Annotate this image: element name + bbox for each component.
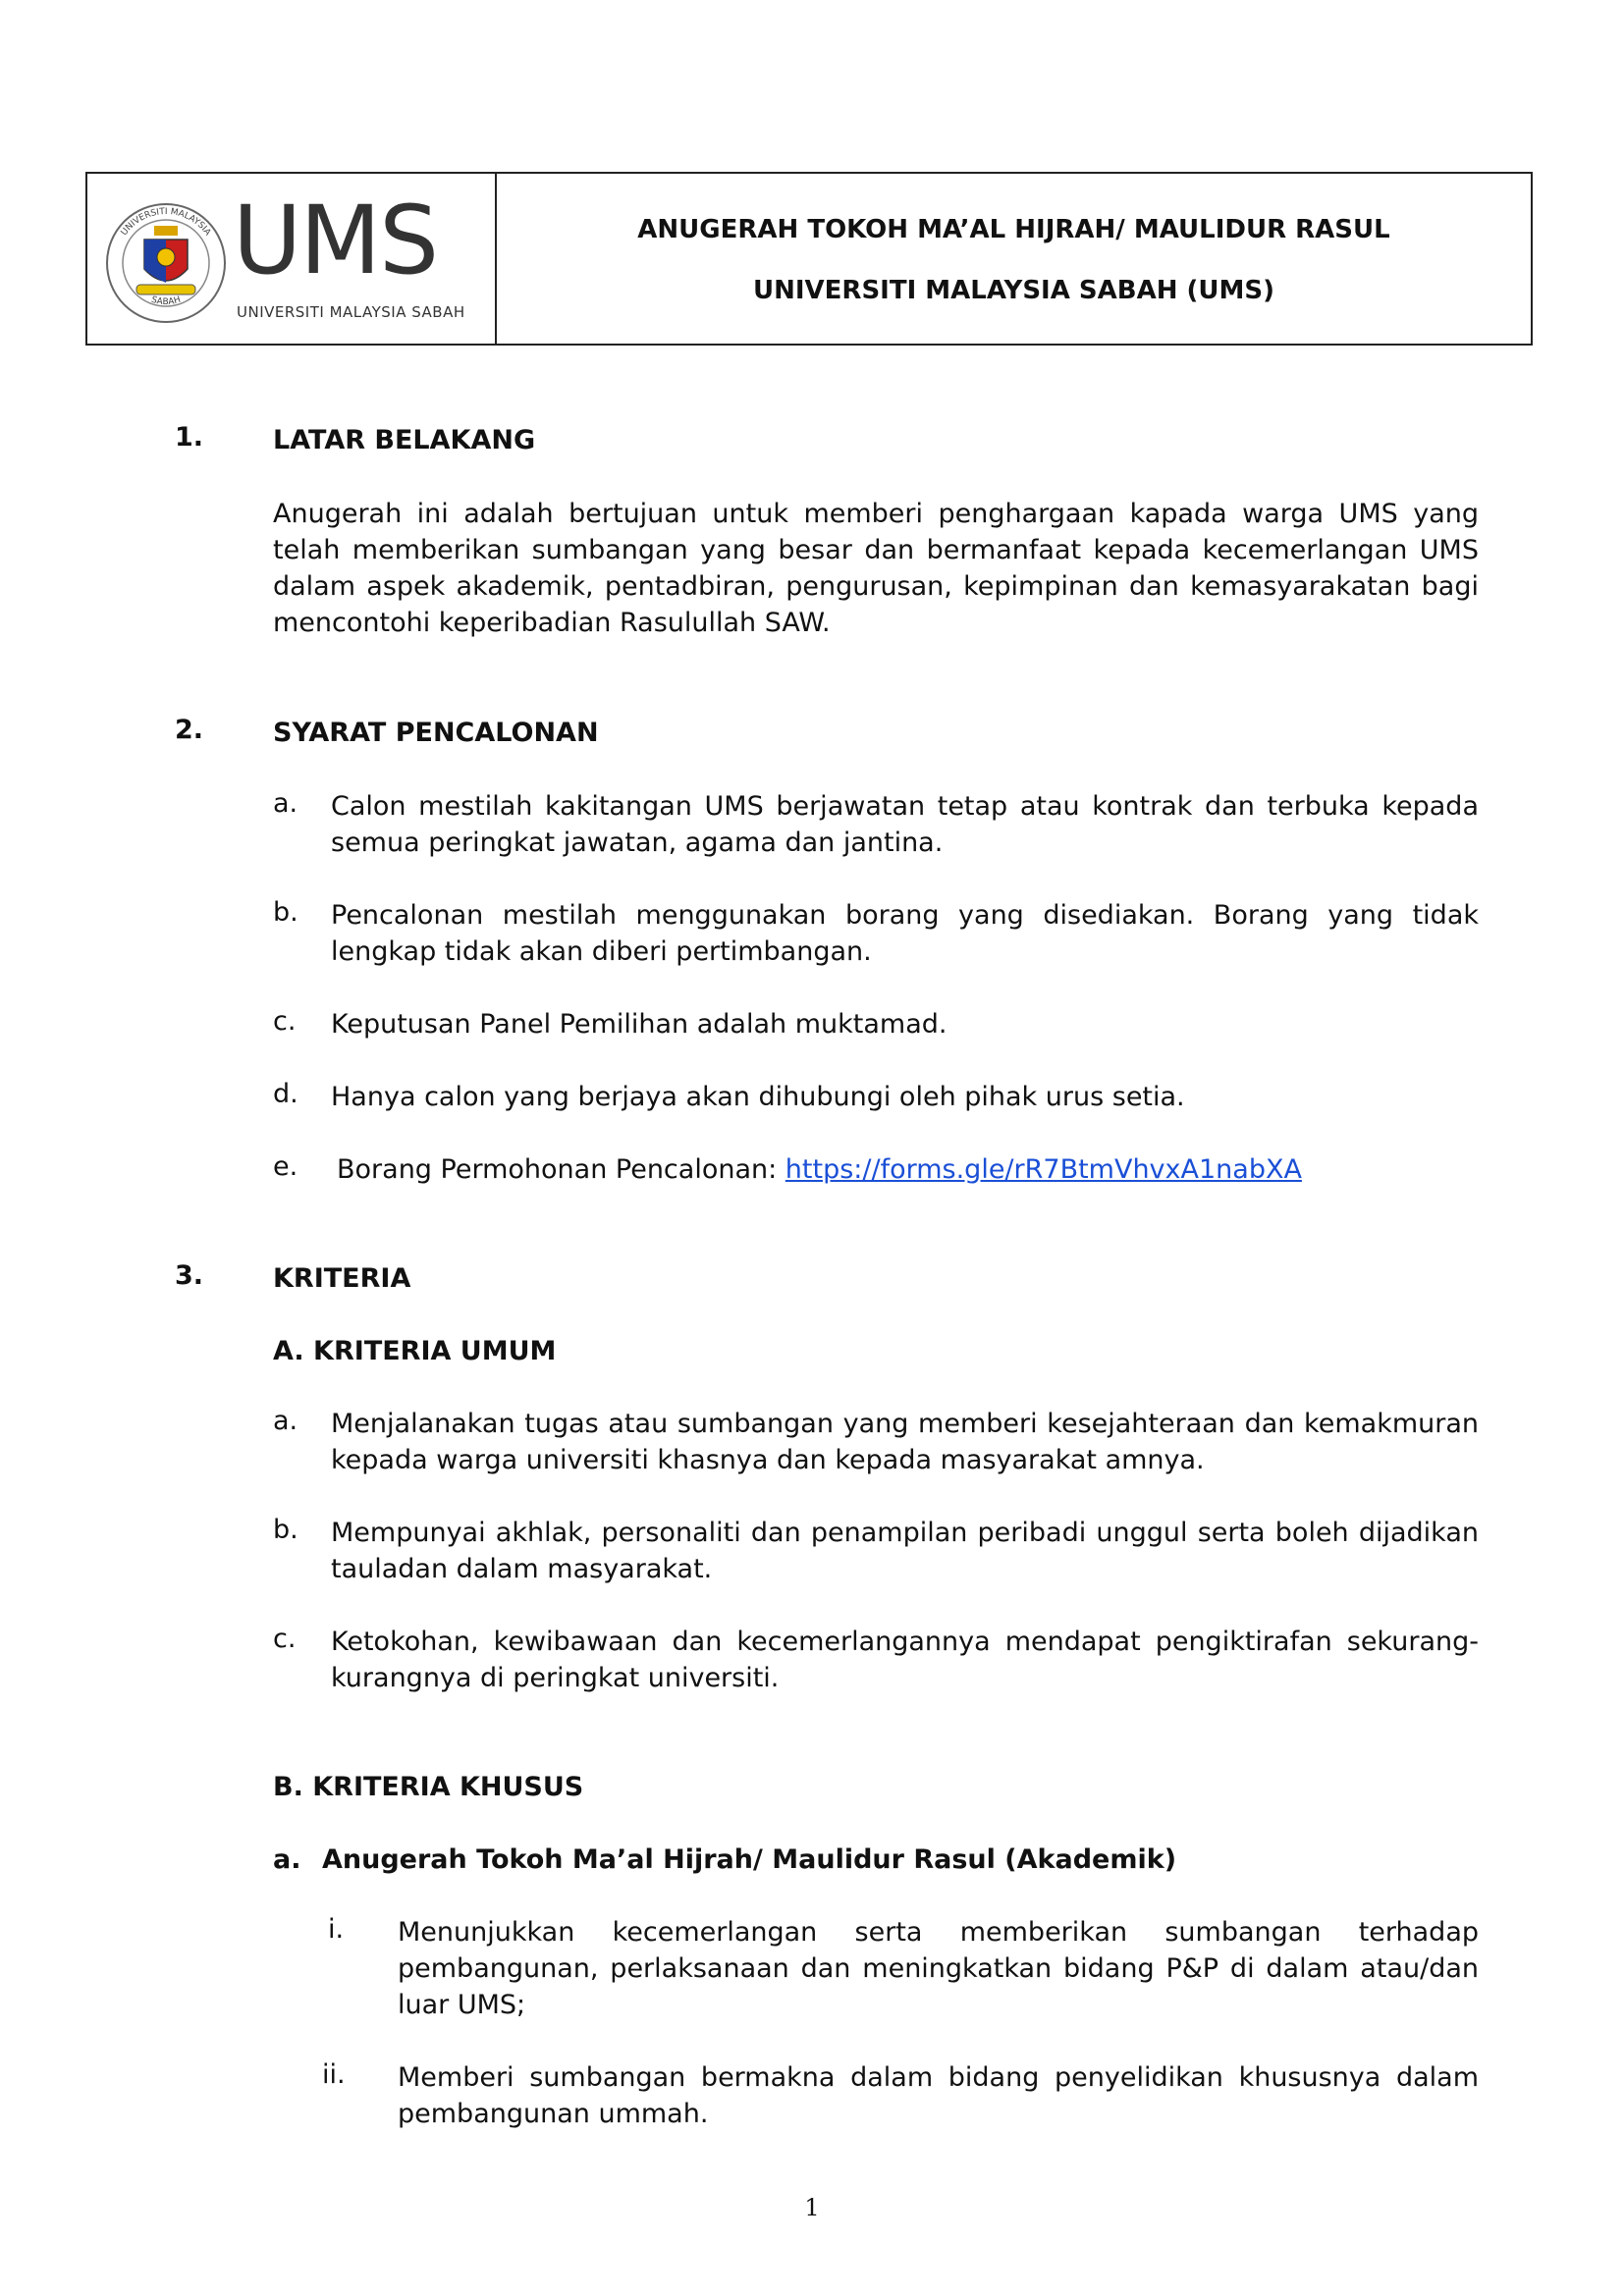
list-marker: ii. — [322, 2059, 346, 2090]
section-2-heading: SYARAT PENCALONAN — [273, 718, 599, 748]
title-cell — [497, 174, 1531, 344]
section-2-number: 2. — [175, 715, 204, 745]
khusus-a-marker: a. — [273, 1844, 301, 1875]
list-item: Calon mestilah kakitangan UMS berjawatan tetap atau kontrak dan terbuka kepada semua peringkat jawatan, agama dan jantina. — [331, 791, 1479, 858]
section-1-number: 1. — [175, 422, 204, 453]
section-3-number: 3. — [175, 1260, 204, 1291]
khusus-a-heading: Anugerah Tokoh Ma’al Hijrah/ Maulidur Rasul (Akademik) — [322, 1844, 1177, 1875]
section-1-body: Anugerah ini adalah bertujuan untuk memberi penghargaan kapada warga UMS yang telah memberikan sumbangan yang besar dan bermanfaat kepada kecemerlangan UMS dalam aspek akademik, pentadbiran, pengurusan, kepimpinan dan kemasyarakatan bagi mencontohi keperibadian Rasulullah SAW. — [273, 499, 1479, 638]
kriteria-umum-heading: A. KRITERIA UMUM — [273, 1336, 557, 1366]
list-item: Hanya calon yang berjaya akan dihubungi oleh pihak urus setia. — [331, 1082, 1185, 1112]
list-marker: c. — [273, 1624, 297, 1654]
logo-cell — [87, 174, 497, 344]
list-item: Keputusan Panel Pemilihan adalah muktamad. — [331, 1009, 947, 1040]
nomination-form-link[interactable]: https://forms.gle/rR7BtmVhvxA1nabXA — [785, 1154, 1302, 1185]
document-subtitle: UNIVERSITI MALAYSIA SABAH (UMS) — [753, 276, 1274, 305]
list-marker: d. — [273, 1079, 298, 1109]
list-marker: e. — [273, 1151, 298, 1182]
list-marker: b. — [273, 897, 298, 928]
list-marker: a. — [273, 788, 298, 819]
kriteria-khusus-heading: B. KRITERIA KHUSUS — [273, 1772, 584, 1802]
list-item: Pencalonan mestilah menggunakan borang yang disediakan. Borang yang tidak lengkap tidak akan diberi pertimbangan. — [331, 900, 1479, 967]
svg-text:SABAH: SABAH — [149, 294, 183, 308]
document-header — [85, 172, 1533, 346]
list-marker: i. — [328, 1914, 345, 1945]
svg-text:UNIVERSITI MALAYSIA: UNIVERSITI MALAYSIA — [119, 206, 213, 239]
list-item: Mempunyai akhlak, personaliti dan penampilan peribadi unggul serta boleh dijadikan tauladan dalam masyarakat. — [331, 1518, 1479, 1584]
ums-logo-subtitle: UNIVERSITI MALAYSIA SABAH — [237, 303, 465, 321]
document-title: ANUGERAH TOKOH MA’AL HIJRAH/ MAULIDUR RASUL — [637, 215, 1390, 244]
page-number: 1 — [804, 2194, 820, 2221]
list-marker: b. — [273, 1515, 298, 1545]
section-1-heading: LATAR BELAKANG — [273, 425, 536, 455]
nomination-form-label: Borang Permohonan Pencalonan: — [337, 1154, 778, 1185]
list-marker: c. — [273, 1006, 297, 1037]
list-item — [337, 1151, 1479, 1188]
list-item: Menjalanakan tugas atau sumbangan yang memberi kesejahteraan dan kemakmuran kepada warga universiti khasnya dan kepada masyarakat amnya. — [331, 1409, 1479, 1475]
list-marker: a. — [273, 1406, 298, 1436]
list-item: Memberi sumbangan bermakna dalam bidang penyelidikan khususnya dalam pembangunan ummah. — [398, 2062, 1479, 2129]
list-item: Menunjukkan kecemerlangan serta memberikan sumbangan terhadap pembangunan, perlaksanaan dan meningkatkan bidang P&P di dalam atau/dan luar UMS; — [398, 1917, 1479, 2020]
ums-logo-wordmark: UMS — [233, 186, 438, 295]
list-item: Ketokohan, kewibawaan dan kecemerlangannya mendapat pengiktirafan sekurang-kurangnya di peringkat universiti. — [331, 1627, 1479, 1693]
university-seal-icon — [103, 200, 229, 326]
section-3-heading: KRITERIA — [273, 1263, 411, 1294]
